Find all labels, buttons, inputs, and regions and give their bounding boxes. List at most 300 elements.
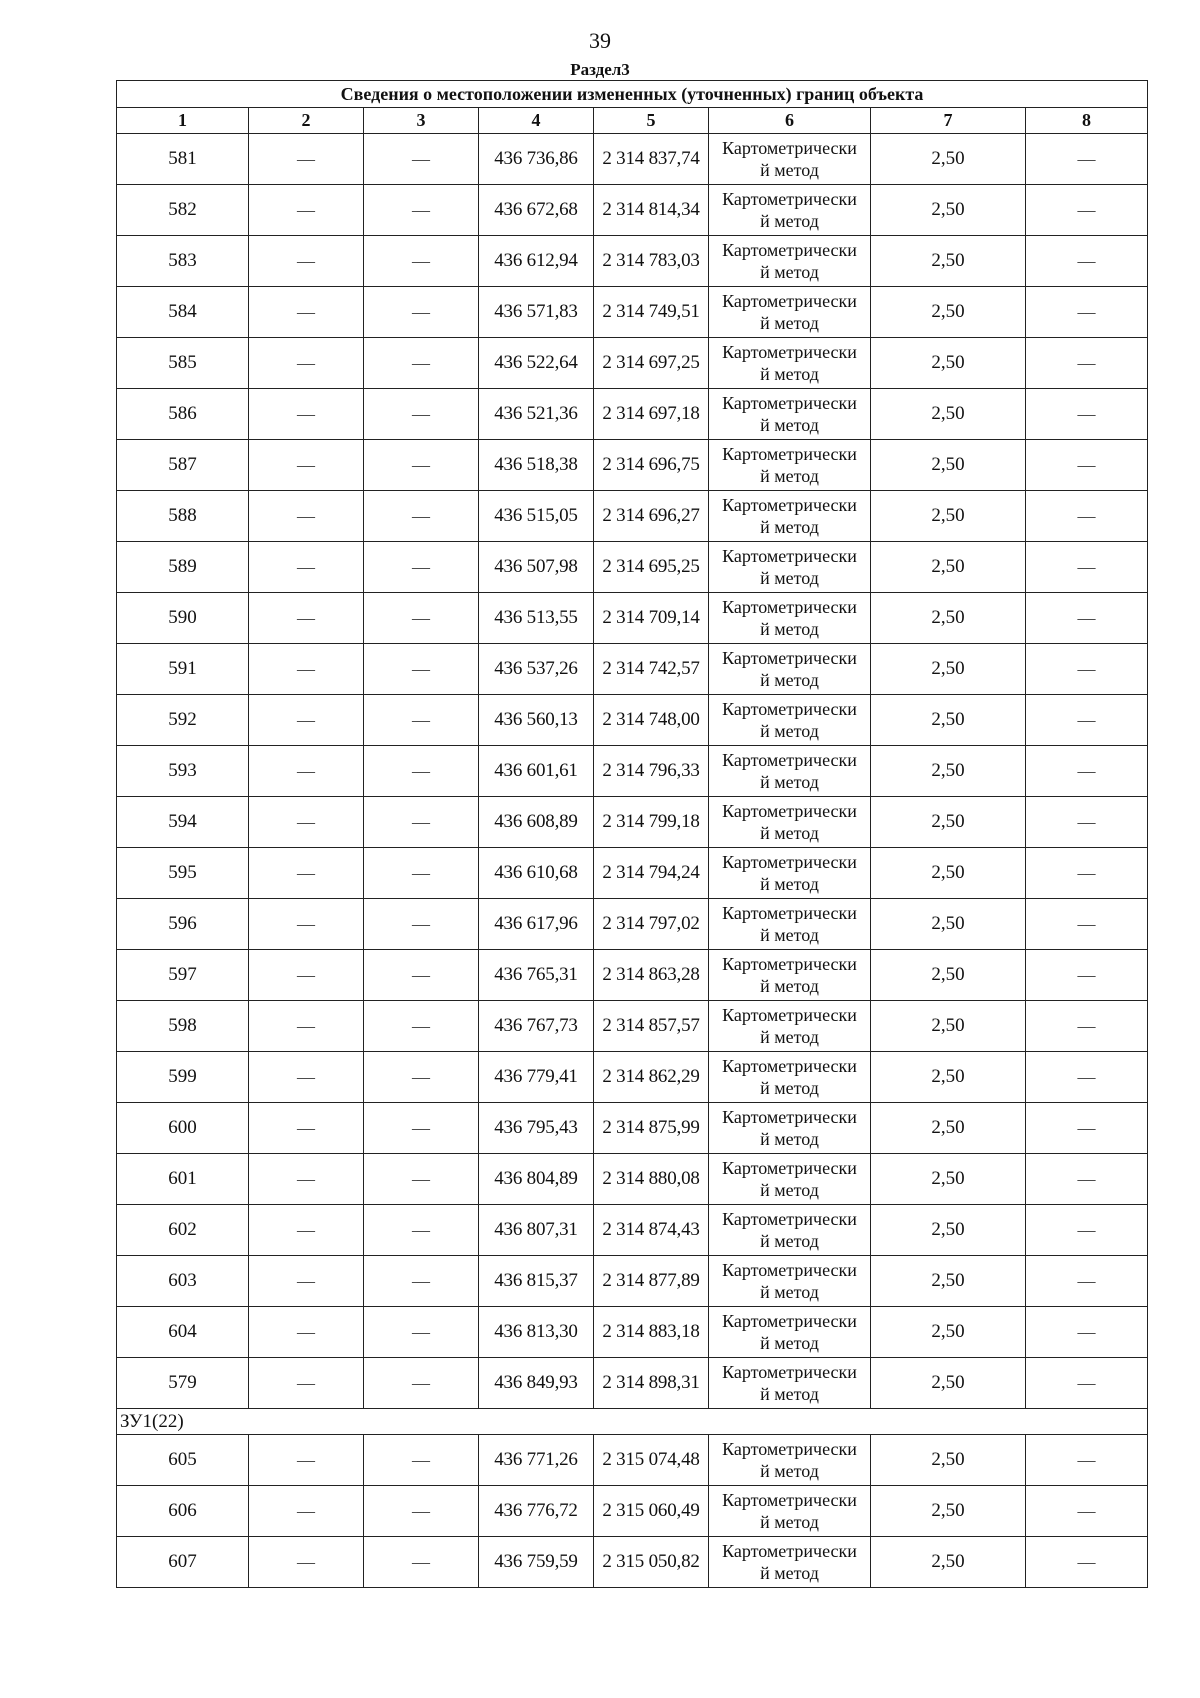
y-coordinate-cell: 2 314 742,57 [594, 644, 709, 695]
column-8-cell: — [1026, 1052, 1148, 1103]
y-coordinate-cell: 2 314 883,18 [594, 1307, 709, 1358]
point-number-cell: 588 [117, 491, 249, 542]
method-text-line-1: Картометрически [722, 648, 857, 668]
table-row [117, 389, 1148, 440]
column-8-cell: — [1026, 1486, 1148, 1537]
column-8-cell: — [1026, 1358, 1148, 1409]
method-text-line-1: Картометрически [722, 1362, 857, 1382]
column-2-cell: — [249, 1435, 364, 1486]
method-text-line-1: Картометрически [722, 1311, 857, 1331]
table-row [117, 1001, 1148, 1052]
column-3-cell: — [364, 797, 479, 848]
column-3-cell: — [364, 746, 479, 797]
point-number-cell: 606 [117, 1486, 249, 1537]
column-8-cell: — [1026, 1537, 1148, 1588]
table-row [117, 236, 1148, 287]
y-coordinate-cell: 2 314 696,27 [594, 491, 709, 542]
x-coordinate-cell: 436 807,31 [479, 1205, 594, 1256]
method-cell [709, 593, 871, 644]
method-text-line-2: й метод [760, 1231, 819, 1251]
column-2-cell: — [249, 950, 364, 1001]
y-coordinate-cell: 2 314 898,31 [594, 1358, 709, 1409]
method-text-line-2: й метод [760, 772, 819, 792]
method-text-line-1: Картометрически [722, 1439, 857, 1459]
column-2-cell: — [249, 491, 364, 542]
x-coordinate-cell: 436 521,36 [479, 389, 594, 440]
table-row [117, 1256, 1148, 1307]
y-coordinate-cell: 2 314 697,18 [594, 389, 709, 440]
column-3-cell: — [364, 236, 479, 287]
method-text-line-1: Картометрически [722, 597, 857, 617]
column-3-cell: — [364, 695, 479, 746]
table-row [117, 1537, 1148, 1588]
column-8-cell: — [1026, 287, 1148, 338]
method-text-line-1: Картометрически [722, 699, 857, 719]
method-cell [709, 1307, 871, 1358]
point-number-cell: 590 [117, 593, 249, 644]
column-3-cell: — [364, 1205, 479, 1256]
point-number-cell: 602 [117, 1205, 249, 1256]
table-row [117, 899, 1148, 950]
method-text-line-1: Картометрически [722, 750, 857, 770]
table-row [117, 1435, 1148, 1486]
x-coordinate-cell: 436 601,61 [479, 746, 594, 797]
column-8-cell: — [1026, 1256, 1148, 1307]
point-number-cell: 595 [117, 848, 249, 899]
x-coordinate-cell: 436 672,68 [479, 185, 594, 236]
column-3-cell: — [364, 338, 479, 389]
accuracy-cell: 2,50 [871, 491, 1026, 542]
group-label: ЗУ1(22) [117, 1409, 1148, 1435]
y-coordinate-cell: 2 314 880,08 [594, 1154, 709, 1205]
accuracy-cell: 2,50 [871, 899, 1026, 950]
column-8-cell: — [1026, 848, 1148, 899]
x-coordinate-cell: 436 612,94 [479, 236, 594, 287]
method-text-line-2: й метод [760, 160, 819, 180]
accuracy-cell: 2,50 [871, 593, 1026, 644]
method-cell [709, 848, 871, 899]
column-2-cell: — [249, 440, 364, 491]
x-coordinate-cell: 436 736,86 [479, 134, 594, 185]
method-text-line-1: Картометрически [722, 1209, 857, 1229]
point-number-cell: 582 [117, 185, 249, 236]
point-number-cell: 589 [117, 542, 249, 593]
column-3-cell: — [364, 389, 479, 440]
method-text-line-2: й метод [760, 517, 819, 537]
y-coordinate-cell: 2 314 783,03 [594, 236, 709, 287]
accuracy-cell: 2,50 [871, 440, 1026, 491]
method-text-line-1: Картометрически [722, 291, 857, 311]
accuracy-cell: 2,50 [871, 848, 1026, 899]
x-coordinate-cell: 436 759,59 [479, 1537, 594, 1588]
y-coordinate-cell: 2 314 814,34 [594, 185, 709, 236]
x-coordinate-cell: 436 515,05 [479, 491, 594, 542]
table-row [117, 1103, 1148, 1154]
column-8-cell: — [1026, 1001, 1148, 1052]
method-cell [709, 1205, 871, 1256]
y-coordinate-cell: 2 314 796,33 [594, 746, 709, 797]
x-coordinate-cell: 436 608,89 [479, 797, 594, 848]
method-text-line-1: Картометрически [722, 1056, 857, 1076]
column-8-cell: — [1026, 338, 1148, 389]
method-cell [709, 1052, 871, 1103]
column-2-cell: — [249, 899, 364, 950]
method-cell [709, 1537, 871, 1588]
method-cell [709, 899, 871, 950]
column-2-cell: — [249, 287, 364, 338]
method-text-line-2: й метод [760, 1333, 819, 1353]
column-3-cell: — [364, 644, 479, 695]
method-cell [709, 134, 871, 185]
column-2-cell: — [249, 185, 364, 236]
column-8-cell: — [1026, 1154, 1148, 1205]
column-3-cell: — [364, 848, 479, 899]
method-cell [709, 236, 871, 287]
method-text-line-1: Картометрически [722, 138, 857, 158]
table-row [117, 440, 1148, 491]
accuracy-cell: 2,50 [871, 287, 1026, 338]
table-body [117, 134, 1148, 1588]
accuracy-cell: 2,50 [871, 542, 1026, 593]
column-3-cell: — [364, 1486, 479, 1537]
column-8-cell: — [1026, 491, 1148, 542]
table-row [117, 797, 1148, 848]
x-coordinate-cell: 436 537,26 [479, 644, 594, 695]
y-coordinate-cell: 2 314 875,99 [594, 1103, 709, 1154]
table-row [117, 950, 1148, 1001]
y-coordinate-cell: 2 314 862,29 [594, 1052, 709, 1103]
column-2-cell: — [249, 1001, 364, 1052]
column-2-cell: — [249, 134, 364, 185]
y-coordinate-cell: 2 315 060,49 [594, 1486, 709, 1537]
method-text-line-2: й метод [760, 976, 819, 996]
x-coordinate-cell: 436 617,96 [479, 899, 594, 950]
x-coordinate-cell: 436 610,68 [479, 848, 594, 899]
column-3-cell: — [364, 287, 479, 338]
table-row [117, 695, 1148, 746]
point-number-cell: 585 [117, 338, 249, 389]
column-2-cell: — [249, 1358, 364, 1409]
accuracy-cell: 2,50 [871, 1256, 1026, 1307]
column-8-cell: — [1026, 440, 1148, 491]
column-3-cell: — [364, 440, 479, 491]
point-number-cell: 591 [117, 644, 249, 695]
column-3-cell: — [364, 1256, 479, 1307]
column-header: 3 [364, 108, 479, 134]
x-coordinate-cell: 436 507,98 [479, 542, 594, 593]
column-2-cell: — [249, 1486, 364, 1537]
method-cell [709, 797, 871, 848]
method-text-line-1: Картометрически [722, 1260, 857, 1280]
method-cell [709, 950, 871, 1001]
table-row [117, 1205, 1148, 1256]
x-coordinate-cell: 436 849,93 [479, 1358, 594, 1409]
column-3-cell: — [364, 491, 479, 542]
x-coordinate-cell: 436 815,37 [479, 1256, 594, 1307]
column-2-cell: — [249, 593, 364, 644]
accuracy-cell: 2,50 [871, 338, 1026, 389]
column-8-cell: — [1026, 1205, 1148, 1256]
column-2-cell: — [249, 1537, 364, 1588]
x-coordinate-cell: 436 795,43 [479, 1103, 594, 1154]
point-number-cell: 594 [117, 797, 249, 848]
method-text-line-1: Картометрически [722, 954, 857, 974]
y-coordinate-cell: 2 314 863,28 [594, 950, 709, 1001]
point-number-cell: 600 [117, 1103, 249, 1154]
point-number-cell: 599 [117, 1052, 249, 1103]
column-3-cell: — [364, 1358, 479, 1409]
accuracy-cell: 2,50 [871, 1435, 1026, 1486]
method-text-line-2: й метод [760, 619, 819, 639]
column-header: 6 [709, 108, 871, 134]
method-text-line-1: Картометрически [722, 393, 857, 413]
point-number-cell: 597 [117, 950, 249, 1001]
column-2-cell: — [249, 797, 364, 848]
column-3-cell: — [364, 1154, 479, 1205]
method-text-line-2: й метод [760, 823, 819, 843]
y-coordinate-cell: 2 314 794,24 [594, 848, 709, 899]
accuracy-cell: 2,50 [871, 134, 1026, 185]
point-number-cell: 601 [117, 1154, 249, 1205]
y-coordinate-cell: 2 314 857,57 [594, 1001, 709, 1052]
method-text-line-2: й метод [760, 262, 819, 282]
x-coordinate-cell: 436 813,30 [479, 1307, 594, 1358]
table-row [117, 1358, 1148, 1409]
y-coordinate-cell: 2 314 697,25 [594, 338, 709, 389]
column-3-cell: — [364, 1307, 479, 1358]
column-8-cell: — [1026, 695, 1148, 746]
method-text-line-2: й метод [760, 1461, 819, 1481]
column-header: 2 [249, 108, 364, 134]
table-row [117, 338, 1148, 389]
method-text-line-2: й метод [760, 211, 819, 231]
method-cell [709, 1358, 871, 1409]
table-row [117, 1154, 1148, 1205]
page-number: 39 [589, 28, 611, 53]
method-text-line-2: й метод [760, 925, 819, 945]
method-text-line-2: й метод [760, 1078, 819, 1098]
method-text-line-2: й метод [760, 364, 819, 384]
point-number-cell: 593 [117, 746, 249, 797]
column-8-cell: — [1026, 1307, 1148, 1358]
column-2-cell: — [249, 1154, 364, 1205]
column-8-cell: — [1026, 542, 1148, 593]
method-text-line-2: й метод [760, 466, 819, 486]
method-cell [709, 491, 871, 542]
method-cell [709, 338, 871, 389]
method-text-line-1: Картометрически [722, 1158, 857, 1178]
column-header: 4 [479, 108, 594, 134]
accuracy-cell: 2,50 [871, 695, 1026, 746]
table-row [117, 491, 1148, 542]
column-3-cell: — [364, 1001, 479, 1052]
x-coordinate-cell: 436 765,31 [479, 950, 594, 1001]
method-text-line-1: Картометрически [722, 546, 857, 566]
column-8-cell: — [1026, 185, 1148, 236]
column-3-cell: — [364, 542, 479, 593]
x-coordinate-cell: 436 571,83 [479, 287, 594, 338]
table-title: Сведения о местоположении измененных (уточненных) границ объекта [117, 81, 1148, 108]
x-coordinate-cell: 436 767,73 [479, 1001, 594, 1052]
method-cell [709, 644, 871, 695]
table-row [117, 593, 1148, 644]
table-row [117, 1486, 1148, 1537]
column-8-cell: — [1026, 236, 1148, 287]
method-text-line-2: й метод [760, 1129, 819, 1149]
column-3-cell: — [364, 899, 479, 950]
method-cell [709, 287, 871, 338]
method-cell [709, 1001, 871, 1052]
column-8-cell: — [1026, 746, 1148, 797]
method-cell [709, 542, 871, 593]
y-coordinate-cell: 2 314 709,14 [594, 593, 709, 644]
column-3-cell: — [364, 1435, 479, 1486]
table-row [117, 1052, 1148, 1103]
column-3-cell: — [364, 593, 479, 644]
column-2-cell: — [249, 1052, 364, 1103]
column-8-cell: — [1026, 389, 1148, 440]
table-row [117, 542, 1148, 593]
method-cell [709, 389, 871, 440]
method-text-line-2: й метод [760, 1563, 819, 1583]
column-2-cell: — [249, 1103, 364, 1154]
y-coordinate-cell: 2 314 874,43 [594, 1205, 709, 1256]
column-2-cell: — [249, 236, 364, 287]
column-3-cell: — [364, 1052, 479, 1103]
accuracy-cell: 2,50 [871, 1103, 1026, 1154]
table-row [117, 644, 1148, 695]
table-row [117, 287, 1148, 338]
method-text-line-2: й метод [760, 313, 819, 333]
point-number-cell: 603 [117, 1256, 249, 1307]
y-coordinate-cell: 2 314 837,74 [594, 134, 709, 185]
accuracy-cell: 2,50 [871, 389, 1026, 440]
point-number-cell: 607 [117, 1537, 249, 1588]
column-2-cell: — [249, 389, 364, 440]
column-8-cell: — [1026, 593, 1148, 644]
boundary-points-table [116, 80, 1148, 1588]
method-cell [709, 1103, 871, 1154]
column-3-cell: — [364, 185, 479, 236]
x-coordinate-cell: 436 776,72 [479, 1486, 594, 1537]
section-label: Раздел3 [570, 60, 630, 79]
accuracy-cell: 2,50 [871, 1486, 1026, 1537]
method-text-line-1: Картометрически [722, 1107, 857, 1127]
method-text-line-1: Картометрически [722, 240, 857, 260]
method-cell [709, 1256, 871, 1307]
accuracy-cell: 2,50 [871, 746, 1026, 797]
method-cell [709, 746, 871, 797]
method-text-line-1: Картометрически [722, 444, 857, 464]
method-cell [709, 1486, 871, 1537]
method-text-line-2: й метод [760, 1384, 819, 1404]
method-text-line-2: й метод [760, 1282, 819, 1302]
accuracy-cell: 2,50 [871, 1358, 1026, 1409]
table-row [117, 1307, 1148, 1358]
y-coordinate-cell: 2 314 696,75 [594, 440, 709, 491]
column-3-cell: — [364, 950, 479, 1001]
column-header: 5 [594, 108, 709, 134]
method-text-line-2: й метод [760, 415, 819, 435]
y-coordinate-cell: 2 314 797,02 [594, 899, 709, 950]
point-number-cell: 604 [117, 1307, 249, 1358]
method-cell [709, 185, 871, 236]
accuracy-cell: 2,50 [871, 644, 1026, 695]
point-number-cell: 579 [117, 1358, 249, 1409]
column-2-cell: — [249, 542, 364, 593]
x-coordinate-cell: 436 513,55 [479, 593, 594, 644]
group-row [117, 1409, 1148, 1435]
column-header: 7 [871, 108, 1026, 134]
column-2-cell: — [249, 746, 364, 797]
point-number-cell: 605 [117, 1435, 249, 1486]
point-number-cell: 583 [117, 236, 249, 287]
method-text-line-1: Картометрически [722, 189, 857, 209]
x-coordinate-cell: 436 779,41 [479, 1052, 594, 1103]
accuracy-cell: 2,50 [871, 236, 1026, 287]
method-text-line-2: й метод [760, 670, 819, 690]
method-cell [709, 1435, 871, 1486]
method-text-line-1: Картометрически [722, 1005, 857, 1025]
x-coordinate-cell: 436 804,89 [479, 1154, 594, 1205]
method-text-line-2: й метод [760, 1180, 819, 1200]
x-coordinate-cell: 436 522,64 [479, 338, 594, 389]
table-row [117, 134, 1148, 185]
column-2-cell: — [249, 848, 364, 899]
point-number-cell: 587 [117, 440, 249, 491]
method-text-line-1: Картометрически [722, 801, 857, 821]
column-header: 1 [117, 108, 249, 134]
x-coordinate-cell: 436 560,13 [479, 695, 594, 746]
point-number-cell: 598 [117, 1001, 249, 1052]
method-cell [709, 440, 871, 491]
method-text-line-2: й метод [760, 721, 819, 741]
method-text-line-2: й метод [760, 874, 819, 894]
column-number-row [117, 108, 1148, 134]
method-text-line-2: й метод [760, 1027, 819, 1047]
column-8-cell: — [1026, 899, 1148, 950]
accuracy-cell: 2,50 [871, 1154, 1026, 1205]
method-cell [709, 1154, 871, 1205]
accuracy-cell: 2,50 [871, 1052, 1026, 1103]
accuracy-cell: 2,50 [871, 1205, 1026, 1256]
y-coordinate-cell: 2 315 050,82 [594, 1537, 709, 1588]
method-text-line-1: Картометрически [722, 495, 857, 515]
x-coordinate-cell: 436 518,38 [479, 440, 594, 491]
column-8-cell: — [1026, 1103, 1148, 1154]
column-8-cell: — [1026, 134, 1148, 185]
method-text-line-1: Картометрически [722, 852, 857, 872]
column-2-cell: — [249, 1256, 364, 1307]
column-2-cell: — [249, 644, 364, 695]
accuracy-cell: 2,50 [871, 950, 1026, 1001]
y-coordinate-cell: 2 314 799,18 [594, 797, 709, 848]
point-number-cell: 596 [117, 899, 249, 950]
column-header: 8 [1026, 108, 1148, 134]
y-coordinate-cell: 2 314 877,89 [594, 1256, 709, 1307]
column-8-cell: — [1026, 797, 1148, 848]
point-number-cell: 586 [117, 389, 249, 440]
method-text-line-1: Картометрически [722, 1490, 857, 1510]
column-8-cell: — [1026, 950, 1148, 1001]
column-2-cell: — [249, 338, 364, 389]
column-3-cell: — [364, 134, 479, 185]
accuracy-cell: 2,50 [871, 797, 1026, 848]
table-row [117, 746, 1148, 797]
column-8-cell: — [1026, 644, 1148, 695]
y-coordinate-cell: 2 315 074,48 [594, 1435, 709, 1486]
accuracy-cell: 2,50 [871, 1537, 1026, 1588]
